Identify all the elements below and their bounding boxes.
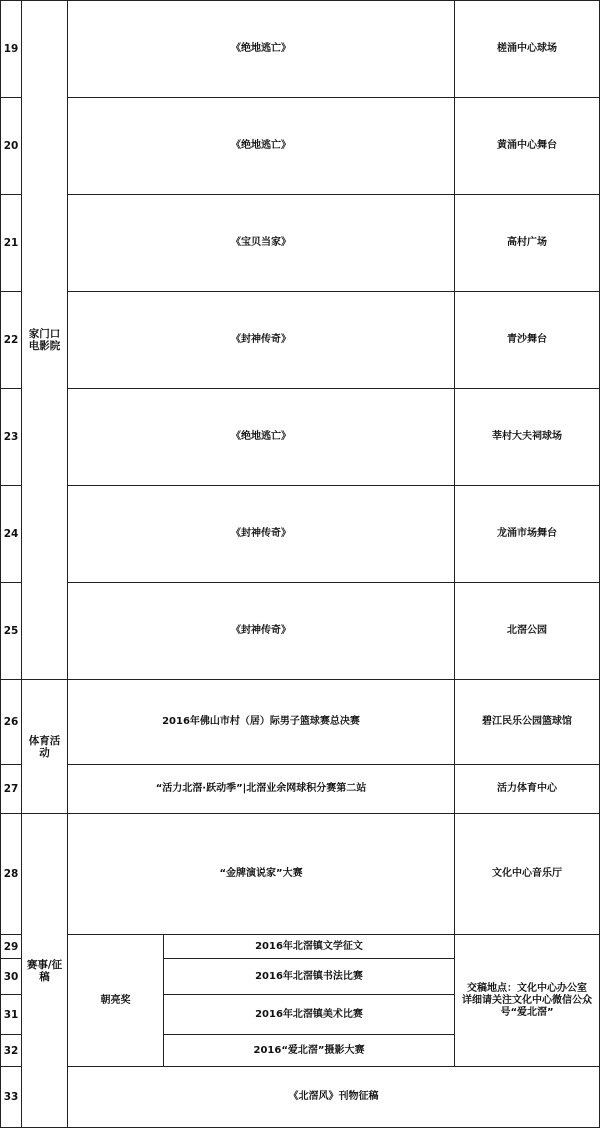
- venue: 文化中心音乐厅: [455, 814, 600, 935]
- row-number: 22: [1, 292, 22, 389]
- category-label: 体育活动: [28, 734, 61, 759]
- venue: 青沙舞台: [455, 292, 600, 389]
- row-number: 21: [1, 195, 22, 292]
- event-name: 2016年北滘镇文学征文: [164, 935, 455, 959]
- table-row: [1, 765, 600, 814]
- table-row: [1, 1067, 600, 1128]
- category-label: 赛事/征稿: [26, 958, 63, 983]
- category-label: 家门口电影院: [28, 328, 61, 352]
- row-number: 23: [1, 389, 22, 486]
- category-contest: [22, 814, 68, 1128]
- event-name: 2016年北滘镇美术比赛: [164, 995, 455, 1035]
- table-row: [1, 680, 600, 765]
- event-name: 《北滘风》刊物征稿: [68, 1067, 600, 1128]
- event-name: 《封神传奇》: [68, 486, 455, 583]
- venue: 高村广场: [455, 195, 600, 292]
- row-number: 32: [1, 1035, 22, 1067]
- event-name: 2016年佛山市村（居）际男子篮球赛总决赛: [68, 680, 455, 765]
- row-number: 24: [1, 486, 22, 583]
- row-number: 33: [1, 1067, 22, 1128]
- row-number: 26: [1, 680, 22, 765]
- event-name: “活力北滘·跃动季”|北滘业余网球积分赛第二站: [68, 765, 455, 814]
- table-row: [1, 292, 600, 389]
- table-row: [1, 1, 600, 98]
- table-row: [1, 814, 600, 935]
- event-name: 《绝地逃亡》: [68, 1, 455, 98]
- table-row: [1, 486, 600, 583]
- event-name: 《封神传奇》: [68, 583, 455, 680]
- row-number: 28: [1, 814, 22, 935]
- venue: 槎涌中心球场: [455, 1, 600, 98]
- venue: 活力体育中心: [455, 765, 600, 814]
- event-name: 《封神传奇》: [68, 292, 455, 389]
- row-number: 25: [1, 583, 22, 680]
- table-row: [1, 389, 600, 486]
- row-number: 20: [1, 98, 22, 195]
- event-name: 《宝贝当家》: [68, 195, 455, 292]
- row-number: 27: [1, 765, 22, 814]
- event-name: 《绝地逃亡》: [68, 389, 455, 486]
- event-name: 《绝地逃亡》: [68, 98, 455, 195]
- row-number: 31: [1, 995, 22, 1035]
- venue: 黄涌中心舞台: [455, 98, 600, 195]
- table-row: [1, 195, 600, 292]
- row-number: 19: [1, 1, 22, 98]
- award-name: 朝亮奖: [68, 935, 164, 1067]
- venue: 莘村大夫祠球场: [455, 389, 600, 486]
- submission-details: 详细请关注文化中心微信公众号“爱北滘”: [462, 994, 593, 1018]
- row-number: 29: [1, 935, 22, 959]
- venue: 碧江民乐公园篮球馆: [455, 680, 600, 765]
- category-sports: [22, 680, 68, 814]
- event-name: 2016年北滘镇书法比赛: [164, 959, 455, 995]
- venue: 北滘公园: [455, 583, 600, 680]
- venue: 龙涌市场舞台: [455, 486, 600, 583]
- event-name: 2016“爱北滘”摄影大赛: [164, 1035, 455, 1067]
- row-number: 30: [1, 959, 22, 995]
- submission-location: 交稿地点：文化中心办公室: [467, 982, 588, 994]
- table-row: [1, 935, 600, 959]
- event-name: “金牌演说家”大赛: [68, 814, 455, 935]
- category-cinema: [22, 1, 68, 680]
- table-row: [1, 98, 600, 195]
- table-row: [1, 583, 600, 680]
- submission-info: [455, 935, 600, 1067]
